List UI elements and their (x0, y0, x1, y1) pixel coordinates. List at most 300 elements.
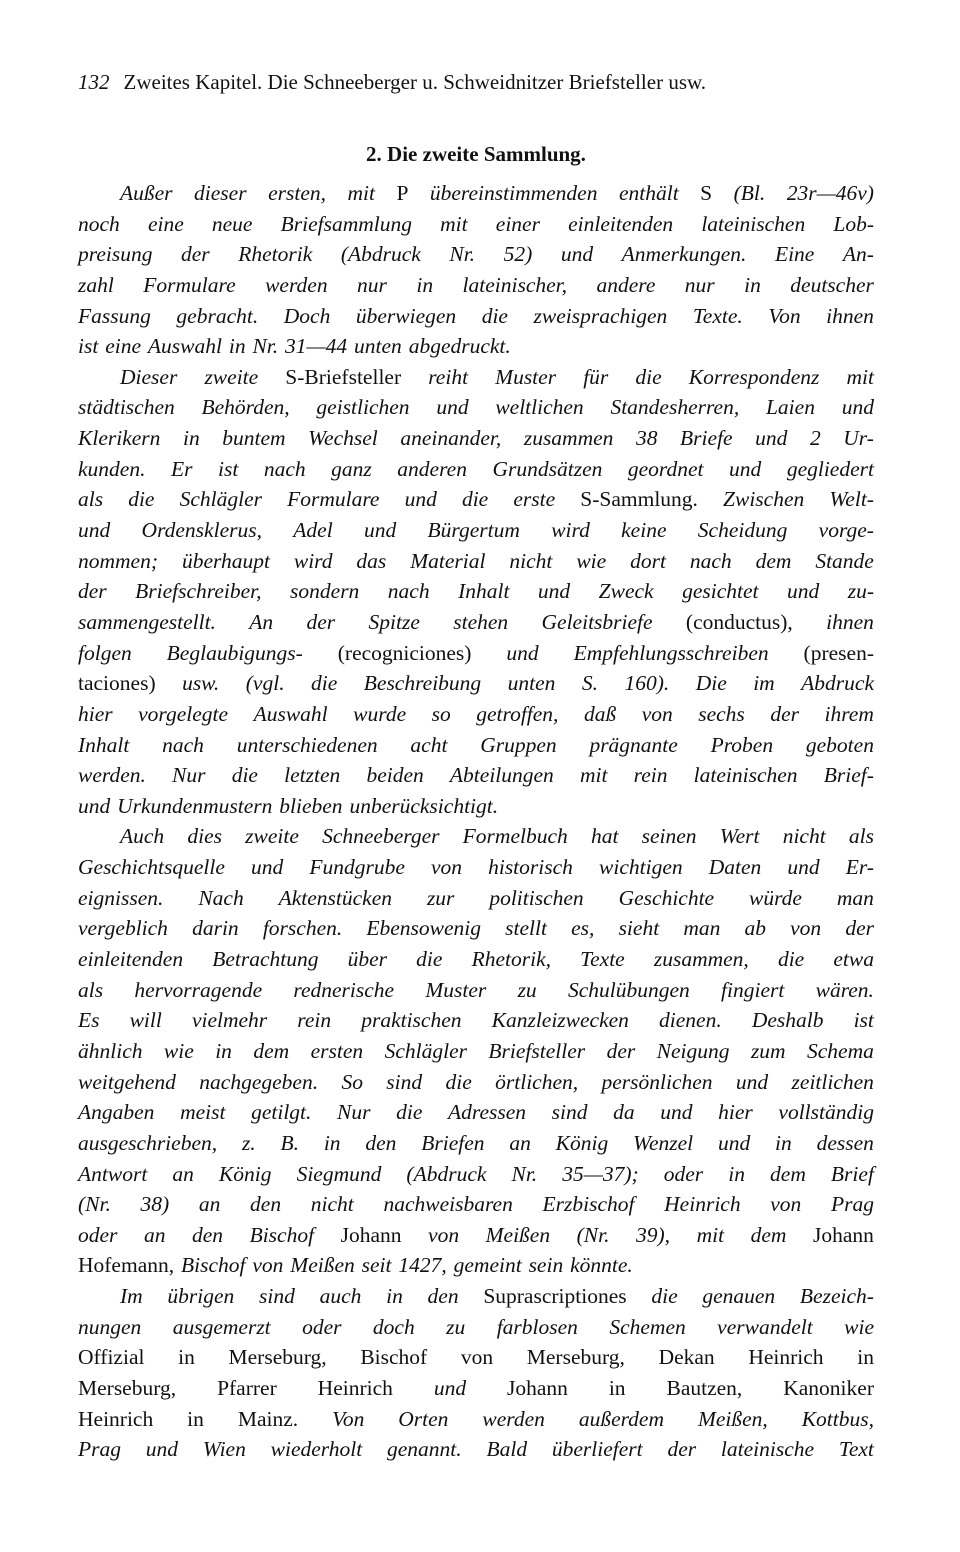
word: Material (410, 548, 486, 573)
word: Bischof (181, 1253, 246, 1278)
word: Orten (398, 1406, 449, 1431)
word: Briefsammlung (280, 211, 413, 236)
book-page (78, 68, 874, 1465)
word: Rhetorik (238, 242, 313, 267)
word: der (306, 609, 336, 634)
word: sind (386, 1069, 423, 1094)
word: Adressen (448, 1100, 527, 1125)
word: die (481, 303, 508, 328)
word: Nach (198, 885, 244, 910)
word: Scheidung (697, 518, 788, 543)
word: sieht (618, 916, 660, 941)
word: und (717, 1130, 751, 1155)
word: und (560, 242, 594, 267)
word: lateinischen (701, 211, 806, 236)
word: oder (302, 1314, 342, 1339)
word: Heinrich (317, 1375, 393, 1400)
word: eignissen. (78, 885, 164, 910)
word: dienen. (659, 1008, 722, 1033)
word: Betrachtung (212, 947, 319, 972)
word: wie (163, 1038, 194, 1063)
word: (conductus), (685, 609, 793, 634)
word: Briefschreiber, (135, 579, 262, 604)
word: König (555, 1130, 609, 1155)
word: 38 (635, 426, 658, 451)
section-heading: 2. Die zweite Sammlung. (366, 142, 586, 166)
word: werden. (78, 763, 146, 788)
word: Merseburg, (526, 1345, 625, 1370)
word: ähnlich (78, 1038, 143, 1063)
word: eine (147, 211, 184, 236)
word: unten (354, 334, 402, 359)
text-line (78, 975, 874, 1006)
text-line (78, 362, 874, 393)
word: werden (482, 1406, 545, 1431)
word: von (252, 1253, 284, 1278)
word: Proben (710, 732, 774, 757)
word: und (145, 1437, 179, 1462)
word: Inhalt (458, 579, 510, 604)
word: Adel (293, 518, 333, 543)
word: Meißen, (697, 1406, 768, 1431)
word: Abteilungen (449, 763, 554, 788)
text-line (78, 760, 874, 791)
word: Spitze (368, 609, 420, 634)
word: in (775, 1130, 792, 1155)
text-line (78, 699, 874, 730)
word: als (848, 824, 874, 849)
word: überwiegen (355, 303, 457, 328)
word: Fundgrube (309, 855, 405, 880)
word: in (857, 1345, 874, 1370)
word: in (228, 334, 246, 359)
word: Kanzleizwecken (491, 1008, 629, 1033)
word: Zweck (598, 579, 654, 604)
word: und (363, 518, 397, 543)
word: dem (770, 1161, 806, 1186)
text-line (78, 1128, 874, 1159)
word: Texte (580, 947, 625, 972)
word: es, (571, 916, 595, 941)
word: unten (507, 671, 556, 696)
word: Meißen (290, 1253, 355, 1278)
running-title: Zweites Kapitel. Die Schneeberger u. Schweidnitzer Briefsteller usw. (123, 70, 707, 94)
word: in (178, 1345, 195, 1370)
word: Daten (708, 855, 762, 880)
word: abgedruckt. (408, 334, 511, 359)
text-line (78, 1189, 874, 1220)
word: sondern (290, 579, 360, 604)
word: Beglaubigungs- (166, 640, 303, 665)
word: Schlägler (179, 487, 262, 512)
word: dem (253, 1038, 290, 1063)
word: von (428, 1222, 460, 1247)
word: die (416, 947, 443, 972)
word: Auch (120, 824, 165, 849)
word: in (608, 1375, 626, 1400)
word: gebracht. (176, 303, 259, 328)
word: die (231, 763, 258, 788)
word: anderen (397, 456, 467, 481)
word: Nr. (252, 334, 279, 359)
word: geboten (805, 732, 874, 757)
text-line (78, 423, 874, 454)
word: etwa (833, 947, 874, 972)
word: politischen (489, 885, 584, 910)
word: andere (596, 272, 656, 297)
word: Neigung (656, 1038, 730, 1063)
word: preisung (78, 242, 153, 267)
word: oder (78, 1222, 118, 1247)
word: Bürgertum (427, 518, 520, 543)
word: in (416, 272, 434, 297)
text-line (78, 1342, 874, 1373)
word: Wien (202, 1437, 246, 1462)
word: ausgemerzt (172, 1314, 271, 1339)
word: hervorragende (134, 977, 263, 1002)
word: sechs (698, 701, 745, 726)
word: ersten (310, 1038, 364, 1063)
word: oder (663, 1161, 704, 1186)
word: rein (297, 1008, 332, 1033)
word: will (129, 1008, 162, 1033)
word: buntem (222, 426, 286, 451)
word: Grundsätzen (492, 456, 603, 481)
text-line (78, 1434, 874, 1465)
word: sammengestellt. (78, 609, 216, 634)
word: meist (180, 1100, 226, 1125)
text-line (78, 515, 874, 546)
word: usw. (182, 671, 220, 696)
word: im (753, 671, 775, 696)
word: Er- (845, 855, 874, 880)
word: in (182, 426, 200, 451)
text-line (78, 270, 874, 301)
word: (Bl. (733, 181, 766, 205)
word: zusammen (523, 426, 614, 451)
word: 1427, (398, 1253, 447, 1278)
word: und (787, 855, 820, 880)
word: die (461, 487, 489, 512)
word: hat (590, 824, 619, 849)
word: genannt. (387, 1437, 462, 1462)
word: An (249, 609, 274, 634)
word: nach (263, 456, 306, 481)
word: 35—37); (562, 1161, 639, 1186)
word: zusammen, (653, 947, 749, 972)
word: acht (410, 732, 448, 757)
word: Urkundenmustern (117, 793, 273, 818)
word: letzten (284, 763, 341, 788)
word: prägnante (589, 732, 678, 757)
word: keine (621, 518, 667, 543)
word: nungen (78, 1314, 142, 1339)
word: vielmehr (191, 1008, 268, 1033)
word: Johann (812, 1222, 874, 1247)
word: zu- (847, 579, 874, 604)
word: nicht (782, 824, 826, 849)
word: vorgelegte (138, 701, 229, 726)
word: Auswahl (253, 701, 328, 726)
word: an (509, 1130, 531, 1155)
word: erste (513, 487, 556, 512)
word: ist (78, 334, 99, 359)
word: den (365, 1130, 397, 1155)
word: ist (853, 1008, 874, 1033)
word: und (78, 793, 111, 818)
word: Bautzen, (666, 1375, 743, 1400)
word: taciones) (78, 671, 156, 696)
word: Von (768, 303, 801, 328)
word: beiden (366, 763, 424, 788)
word: man (836, 885, 874, 910)
word: S-Sammlung. (580, 487, 698, 512)
word: Briefe (680, 426, 733, 451)
word: reiht (428, 364, 469, 389)
word: lateinischer, (462, 272, 568, 297)
word: würde (749, 885, 802, 910)
word: Geschichtsquelle (78, 855, 225, 880)
word: mit (579, 763, 608, 788)
word: so (431, 701, 451, 726)
word: Anmerkungen. (621, 242, 747, 267)
word: Ur- (843, 426, 874, 451)
word: Die (695, 671, 727, 696)
word: in (744, 272, 761, 297)
word: geistlichen (316, 395, 410, 420)
word: S-Briefsteller (285, 364, 402, 389)
word: überhaupt (181, 548, 270, 573)
word: Schema (807, 1038, 874, 1063)
text-line (78, 638, 874, 669)
word: blieben (279, 793, 343, 818)
word: (recogniciones) (337, 640, 472, 665)
word: vorge- (818, 518, 874, 543)
word: darin (192, 916, 239, 941)
word: und (729, 456, 762, 481)
text-line (78, 791, 874, 822)
text-line (78, 239, 874, 270)
word: Geschichte (618, 885, 715, 910)
word: und (78, 518, 111, 543)
word: Merseburg, (78, 1375, 177, 1400)
word: doch (372, 1314, 415, 1339)
word: Muster (495, 364, 557, 389)
word: wichtigen (599, 855, 683, 880)
word: ihnen (826, 303, 874, 328)
word: Offizial (78, 1345, 145, 1370)
word: rein (633, 763, 668, 788)
word: kunden. (78, 456, 146, 481)
word: übereinstimmenden (429, 181, 598, 205)
word: Wert (719, 824, 760, 849)
word: Eine (774, 242, 815, 267)
word: Formulare (287, 487, 380, 512)
word: gesichtet (682, 579, 759, 604)
word: die (651, 1284, 678, 1309)
text-line (78, 852, 874, 883)
word: und (786, 579, 820, 604)
word: nachgegeben. (199, 1069, 319, 1094)
text-line (78, 668, 874, 699)
word: lateinischen (693, 763, 798, 788)
word: neue (211, 211, 253, 236)
word: getilgt. (251, 1100, 312, 1125)
word: und (506, 640, 539, 665)
word: (Abdruck (406, 1161, 487, 1186)
word: stellt (505, 916, 547, 941)
word: rednerische (293, 977, 395, 1002)
word: Kanoniker (783, 1375, 874, 1400)
text-line (78, 1220, 874, 1251)
word: Erzbischof (542, 1192, 635, 1217)
word: nommen; (78, 548, 159, 573)
word: persönlichen (601, 1069, 713, 1094)
word: den (191, 1222, 224, 1247)
word: sind (551, 1100, 588, 1125)
word: Suprascriptiones (483, 1284, 627, 1309)
word: in (187, 1406, 204, 1431)
word: B. (280, 1130, 300, 1155)
word: und (735, 1069, 769, 1094)
word: der (845, 916, 874, 941)
word: der (78, 579, 107, 604)
word: wird (293, 548, 333, 573)
word: ist (218, 456, 239, 481)
word: als (78, 487, 104, 512)
word: übrigen (167, 1284, 235, 1309)
word: Briefen (421, 1130, 485, 1155)
word: Bischof (249, 1222, 315, 1247)
text-line (78, 1312, 874, 1343)
text-line (78, 1373, 874, 1404)
word: an (198, 1192, 221, 1217)
word: wie (844, 1314, 874, 1339)
word: Heinrich (748, 1345, 824, 1370)
word: städtischen (78, 395, 175, 420)
word: sind (259, 1284, 295, 1309)
word: mit (846, 364, 874, 389)
word: Bald (486, 1437, 528, 1462)
word: 160). (624, 671, 670, 696)
word: ihrem (824, 701, 874, 726)
word: Kottbus, (801, 1406, 874, 1431)
text-line (78, 1067, 874, 1098)
word: Brief (830, 1161, 874, 1186)
word: seit (361, 1253, 392, 1278)
word: folgen (78, 640, 132, 665)
word: von (790, 916, 822, 941)
body-text (78, 178, 874, 1465)
word: mit (696, 1222, 725, 1247)
word: Heinrich (78, 1406, 154, 1431)
text-line (78, 484, 874, 515)
word: Beschreibung (363, 671, 482, 696)
word: dies (187, 824, 222, 849)
word: da (613, 1100, 635, 1125)
word: Texte. (692, 303, 743, 328)
word: außerdem (578, 1406, 664, 1431)
word: der (606, 1038, 636, 1063)
word: Inhalt (78, 732, 130, 757)
word: Mainz. (237, 1406, 299, 1431)
word: den (427, 1284, 459, 1309)
text-line (78, 546, 874, 577)
word: stehen (453, 609, 509, 634)
word: vollständig (778, 1100, 874, 1125)
text-line (78, 883, 874, 914)
word: 52) (503, 242, 533, 267)
word: 23r—46v) (786, 181, 874, 205)
word: einer (495, 211, 540, 236)
word: (vgl. (245, 671, 285, 696)
word: nur (357, 272, 387, 297)
word: an (172, 1161, 194, 1186)
word: Gruppen (480, 732, 557, 757)
word: unberücksichtigt. (349, 793, 499, 818)
text-line (78, 1250, 874, 1281)
word: So (341, 1069, 363, 1094)
word: die (396, 1100, 423, 1125)
word: Standesherren, (610, 395, 740, 420)
word: und (433, 1375, 467, 1400)
word: daß (583, 701, 617, 726)
word: zur (426, 885, 455, 910)
text-line (78, 1097, 874, 1128)
word: (Nr. (576, 1222, 610, 1247)
word: die (635, 364, 662, 389)
word: seinen (641, 824, 697, 849)
word: Bezeich- (799, 1284, 874, 1309)
word: Korrespondenz (688, 364, 820, 389)
word: Ordensklerus, (141, 518, 262, 543)
word: einleitenden (568, 211, 674, 236)
word: ihnen (826, 609, 874, 634)
word: das (356, 548, 387, 573)
word: Behörden, (201, 395, 290, 420)
word: ab (744, 916, 766, 941)
word: dem (750, 1222, 787, 1247)
word: Hofemann, (78, 1253, 175, 1278)
word: 39), (636, 1222, 671, 1247)
text-line (78, 944, 874, 975)
word: Auswahl (147, 334, 222, 359)
word: über (347, 947, 388, 972)
text-line (78, 331, 874, 362)
word: die (311, 671, 338, 696)
word: Klerikern (78, 426, 161, 451)
word: Prag (78, 1437, 121, 1462)
word: sein (528, 1253, 564, 1278)
word: auch (319, 1284, 362, 1309)
word: Rhetorik, (471, 947, 551, 972)
word: zweisprachigen (533, 303, 668, 328)
word: für (583, 364, 609, 389)
word: wie (576, 548, 607, 573)
word: ersten, (268, 181, 326, 205)
text-line (78, 821, 874, 852)
word: getroffen, (476, 701, 559, 726)
word: die (445, 1069, 472, 1094)
word: die (128, 487, 155, 512)
word: Bischof (360, 1345, 428, 1370)
word: Johann (506, 1375, 568, 1400)
word: einleitenden (78, 947, 184, 972)
word: genauen (702, 1284, 776, 1309)
word: Doch (283, 303, 331, 328)
word: z. (241, 1130, 256, 1155)
word: zeitlichen (791, 1069, 874, 1094)
